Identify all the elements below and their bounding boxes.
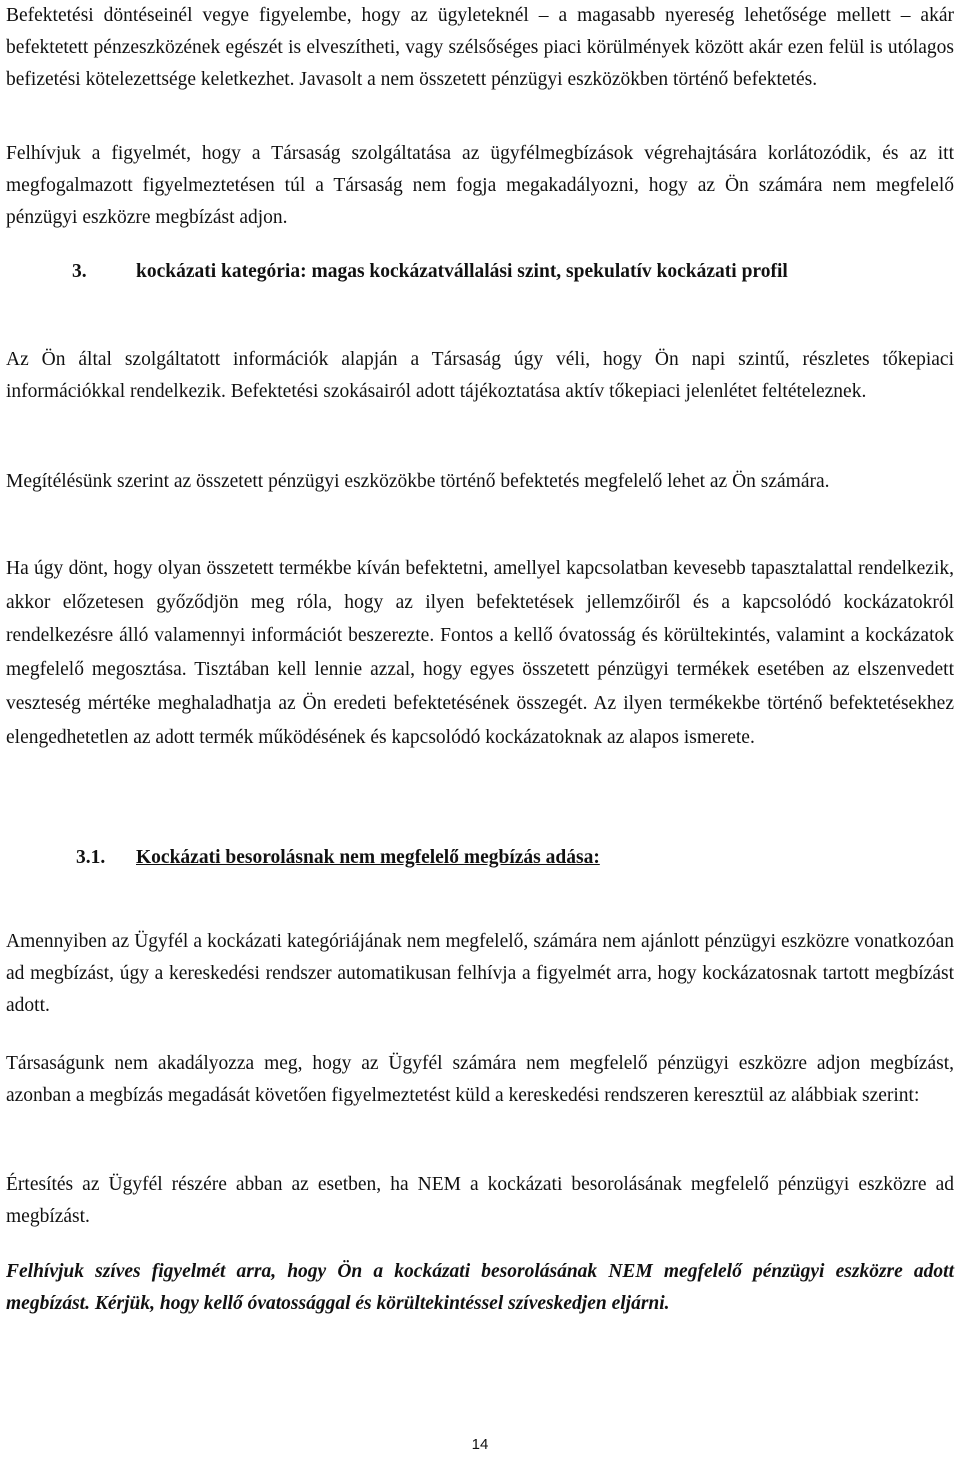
section-number: 3. [72, 261, 87, 282]
paragraph-warning-message: Felhívjuk szíves figyelmét arra, hogy Ön a kockázati besorolásának NEM megfelelő pénzügyi eszközre adott megbízást. Kérjük, hogy kellő óvatossággal és körültekintéssel szíveskedjen eljárni. [6, 1261, 954, 1314]
subsection-number: 3.1. [76, 847, 106, 868]
paragraph-assessment: Megítélésünk szerint az összetett pénzügyi eszközökbe történő befektetés megfelelő lehet az Ön számára. [6, 471, 830, 492]
paragraph-complex-products: Ha úgy dönt, hogy olyan összetett termékbe kíván befektetni, amellyel kapcsolatban kevesebb tapasztalattal rendelkezik, akkor előzetesen győződjön meg róla, hogy az ilyen befektetések jellemzőiről és a kapcsolódó kockázatokról rendelkezésre álló valamennyi információt beszerezte. Fontos a kellő óvatosság és körültekintés, valamint a kockázatok megfelelő megosztása. Tisztában kell lennie azzal, hogy egyes összetett pénzügyi termékek esetében az elszenvedett veszteség mértéke meghaladhatja az Ön eredeti befektetésének összegét. Az ilyen termékekbe történő befektetésekhez elengedhetetlen az adott termék működésének és kapcsolódó kockázatoknak az alapos ismerete. [6, 558, 954, 748]
subsection-title: Kockázati besorolásnak nem megfelelő megbízás adása: [136, 847, 600, 868]
section-heading-3 [6, 256, 954, 287]
section-title: kockázati kategória: magas kockázatvállalási szint, spekulatív kockázati profil [136, 261, 788, 282]
subsection-heading-3-1 [76, 842, 956, 874]
paragraph-unsuitable-order: Amennyiben az Ügyfél a kockázati kategóriájának nem megfelelő, számára nem ajánlott pénzügyi eszközre vonatkozóan ad megbízást, úgy a kereskedési rendszer automatikusan felhívja a figyelmét arra, hogy kockázatosnak tartott megbízást adott. [6, 931, 954, 1016]
paragraph-warning-procedure: Társaságunk nem akadályozza meg, hogy az Ügyfél számára nem megfelelő pénzügyi eszközre adjon megbízást, azonban a megbízás megadását követően figyelmeztetést küld a kereskedési rendszeren keresztül az alábbiak szerint: [6, 1053, 954, 1106]
paragraph-service-notice: Felhívjuk a figyelmét, hogy a Társaság szolgáltatása az ügyfélmegbízások végrehajtására korlátozódik, és az itt megfogalmazott figyelmeztetésen túl a Társaság nem fogja megakadályozni, hogy az Ön számára nem megfelelő pénzügyi eszközre megbízást adjon. [6, 143, 954, 228]
paragraph-notification: Értesítés az Ügyfél részére abban az esetben, ha NEM a kockázati besorolásának megfelelő pénzügyi eszközre ad megbízást. [6, 1174, 954, 1227]
page-number: 14 [471, 1436, 489, 1453]
paragraph-investment-warning: Befektetési döntéseinél vegye figyelembe, hogy az ügyleteknél – a magasabb nyereség lehetősége mellett – akár befektetett pénzeszközének egészét is elveszítheti, vagy szélsőséges piaci körülmények között akár ezen felül is utólagos befizetési kötelezettsége keletkezhet. Javasolt a nem összetett pénzügyi eszközökben történő befektetés. [6, 5, 954, 90]
paragraph-client-information: Az Ön által szolgáltatott információk alapján a Társaság úgy véli, hogy Ön napi szintű, részletes tőkepiaci információkkal rendelkezik. Befektetési szokásairól adott tájékoztatása aktív tőkepiaci jelenlétet feltételeznek. [6, 349, 954, 402]
